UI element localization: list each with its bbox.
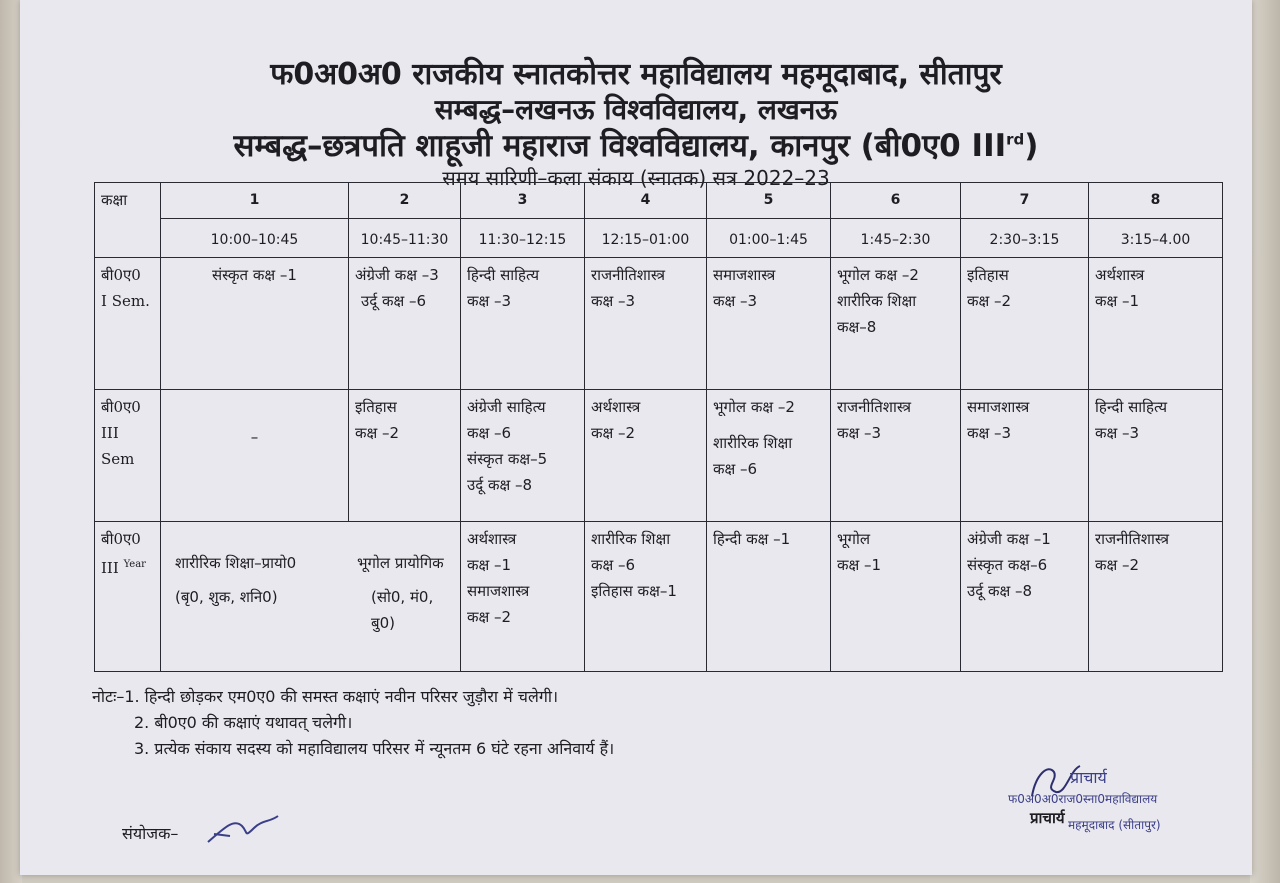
slot-line: शारीरिक शिक्षा	[837, 292, 917, 310]
slot-cell	[349, 390, 461, 522]
affiliation-lucknow: सम्बद्ध–लखनऊ विश्वविद्यालय, लखनऊ	[434, 93, 838, 126]
slot-line: अर्थशास्त्र	[467, 530, 517, 548]
coordinator-label: संयोजक–	[122, 824, 179, 843]
slot-line: समाजशास्त्र	[967, 398, 1030, 416]
class-sub-label: III Sem	[101, 424, 135, 468]
period-4: 4	[585, 183, 707, 219]
slot-line: उर्दू कक्ष –6	[361, 292, 427, 310]
slot-line: अंग्रेजी कक्ष –3	[355, 266, 439, 284]
slot-cell	[707, 390, 831, 522]
slot-line: शारीरिक शिक्षा	[713, 434, 793, 452]
slot-line: कक्ष –2	[355, 424, 400, 442]
slot-line: कक्ष –2	[591, 424, 636, 442]
note-2: 2. बी0ए0 की कक्षाएं यथावत् चलेगी।	[134, 713, 353, 732]
slot-line: कक्ष –3	[1095, 424, 1140, 442]
time-5: 01:00–1:45	[707, 219, 831, 258]
class-ba-3-sem	[95, 390, 161, 522]
period-time-row	[95, 219, 1223, 258]
slot-cell	[585, 390, 707, 522]
period-2: 2	[349, 183, 461, 219]
table-row	[95, 390, 1223, 522]
slot-line: कक्ष –6	[713, 460, 758, 478]
note-1: नोटः–1. हिन्दी छोड़कर एम0ए0 की समस्त कक्षाएं नवीन परिसर जुड़ौरा में चलेगी।	[92, 687, 559, 706]
slot-line: कक्ष –3	[837, 424, 882, 442]
stamp-place: महमूदाबाद (सीतापुर)	[1068, 818, 1161, 832]
class-label: बी0ए0	[101, 530, 141, 548]
slot-line: राजनीतिशास्त्र	[837, 398, 911, 416]
class-ba-3-year	[95, 522, 161, 672]
slot-line: कक्ष –1	[1095, 292, 1140, 310]
slot-line: राजनीतिशास्त्र	[1095, 530, 1169, 548]
slot-cell	[461, 258, 585, 390]
slot-line: भूगोल कक्ष –2	[713, 398, 795, 416]
slot-line: अंग्रेजी साहित्य	[467, 398, 546, 416]
note-3: 3. प्रत्येक संकाय सदस्य को महाविद्यालय परिसर में न्यूनतम 6 घंटे रहना अनिवार्य हैं।	[134, 739, 615, 758]
slot-line: इतिहास	[355, 398, 397, 416]
background-right-edge	[1250, 0, 1280, 883]
slot-line: भूगोल	[837, 530, 871, 548]
slot-line: संस्कृत कक्ष–6	[967, 556, 1048, 574]
slot-line: कक्ष –1	[467, 556, 512, 574]
slot-line: इतिहास	[967, 266, 1009, 284]
slot-cell	[1089, 258, 1223, 390]
practical-pe-title: शारीरिक शिक्षा–प्रायो0	[175, 554, 297, 572]
slot-line: संस्कृत कक्ष –1	[212, 266, 297, 284]
period-7: 7	[961, 183, 1089, 219]
period-6: 6	[831, 183, 961, 219]
slot-line: हिन्दी कक्ष –1	[713, 530, 791, 548]
period-number-row	[95, 183, 1223, 219]
period-1: 1	[161, 183, 349, 219]
slot-line: कक्ष –3	[967, 424, 1012, 442]
slot-line: शारीरिक शिक्षा	[591, 530, 671, 548]
coordinator-signature	[204, 808, 284, 848]
slot-line: उर्दू कक्ष –8	[467, 476, 533, 494]
time-1: 10:00–10:45	[161, 219, 349, 258]
slot-cell	[961, 258, 1089, 390]
time-3: 11:30–12:15	[461, 219, 585, 258]
slot-cell	[831, 390, 961, 522]
stamp-college: फ0अ0अ0राज0स्ना0महाविद्यालय	[1008, 792, 1158, 806]
principal-stamp	[1008, 760, 1208, 840]
slot-line: कक्ष –6	[467, 424, 512, 442]
slot-line: हिन्दी साहित्य	[1095, 398, 1168, 416]
slot-line: भूगोल कक्ष –2	[837, 266, 919, 284]
class-sub-label: III $^{Year}$	[101, 559, 146, 577]
slot-cell	[961, 522, 1089, 672]
slot-line: कक्ष –3	[713, 292, 758, 310]
slot-cell	[585, 522, 707, 672]
class-sub-label: I Sem.	[101, 292, 150, 310]
slot-cell	[831, 258, 961, 390]
slot-cell	[961, 390, 1089, 522]
slot-cell	[707, 522, 831, 672]
slot-line: उर्दू कक्ष –8	[967, 582, 1033, 600]
stamp-title: प्राचार्य	[1070, 768, 1107, 787]
practical-pe-days: (बृ0, शुक, शनि0)	[175, 588, 278, 606]
slot-line: कक्ष –6	[591, 556, 636, 574]
practical-geo-days: (सो0, मं0, बु0)	[371, 588, 434, 632]
slot-cell	[461, 390, 585, 522]
timetable	[94, 182, 1223, 672]
slot-cell	[1089, 522, 1223, 672]
slot-cell	[349, 258, 461, 390]
principal-label: प्राचार्य	[1030, 809, 1065, 827]
slot-line: इतिहास कक्ष–1	[591, 582, 677, 600]
timetable-title: समय सारिणी–कला संकाय (स्नातक) सत्र 2022–23	[442, 166, 830, 190]
slot-line: अर्थशास्त्र	[1095, 266, 1145, 284]
notes-block	[92, 684, 614, 762]
time-2: 10:45–11:30	[349, 219, 461, 258]
class-label: बी0ए0	[101, 266, 141, 284]
slot-line: संस्कृत कक्ष–5	[467, 450, 548, 468]
slot-cell	[831, 522, 961, 672]
period-8: 8	[1089, 183, 1223, 219]
time-4: 12:15–01:00	[585, 219, 707, 258]
table-row	[95, 522, 1223, 672]
slot-line: राजनीतिशास्त्र	[591, 266, 665, 284]
class-label: बी0ए0	[101, 398, 141, 416]
period-5: 5	[707, 183, 831, 219]
slot-line: समाजशास्त्र	[713, 266, 776, 284]
slot-cell	[707, 258, 831, 390]
slot-line: कक्ष –2	[467, 608, 512, 626]
time-7: 2:30–3:15	[961, 219, 1089, 258]
slot-line: अर्थशास्त्र	[591, 398, 641, 416]
slot-line: कक्ष –2	[1095, 556, 1140, 574]
slot-cell	[461, 522, 585, 672]
slot-cell-empty: –	[161, 390, 349, 522]
slot-line: कक्ष –3	[467, 292, 512, 310]
practical-geo-title: भूगोल प्रायोगिक	[357, 554, 444, 572]
slot-line: अंग्रेजी कक्ष –1	[967, 530, 1051, 548]
slot-line: हिन्दी साहित्य	[467, 266, 540, 284]
class-ba-1-sem	[95, 258, 161, 390]
slot-line: समाजशास्त्र	[467, 582, 530, 600]
slot-cell	[161, 258, 349, 390]
table-row	[95, 258, 1223, 390]
slot-line: कक्ष –3	[591, 292, 636, 310]
practical-cell	[161, 522, 461, 672]
slot-cell	[585, 258, 707, 390]
class-column-header: कक्षा	[95, 183, 161, 258]
time-6: 1:45–2:30	[831, 219, 961, 258]
time-8: 3:15–4.00	[1089, 219, 1223, 258]
slot-line: कक्ष –1	[837, 556, 882, 574]
affiliation-kanpur: सम्बद्ध–छत्रपति शाहूजी महाराज विश्वविद्यालय, कानपुर (बी0ए0 IIIrd)	[233, 128, 1039, 164]
slot-cell	[1089, 390, 1223, 522]
slot-line: कक्ष–8	[837, 318, 877, 336]
college-name: फ0अ0अ0 राजकीय स्नातकोत्तर महाविद्यालय महमूदाबाद, सीतापुर	[270, 57, 1002, 92]
background-left-edge	[0, 0, 22, 883]
period-3: 3	[461, 183, 585, 219]
slot-line: कक्ष –2	[967, 292, 1012, 310]
